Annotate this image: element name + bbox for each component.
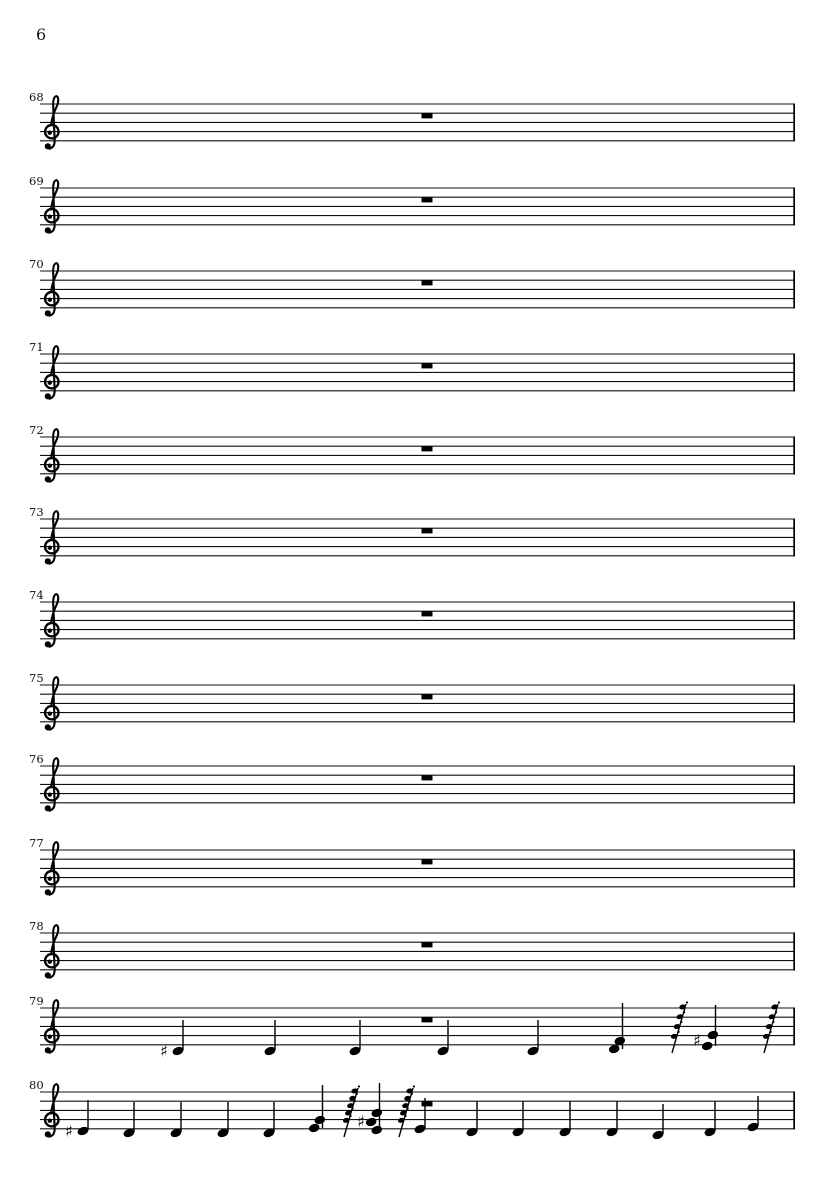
system-74: [29, 588, 795, 647]
end-barline: [793, 188, 795, 226]
quarter-note: [262, 1102, 275, 1139]
grace-dot: [778, 1001, 780, 1003]
whole-measure-rest: [422, 363, 433, 368]
notehead: [701, 1041, 714, 1052]
quarter-note: [263, 1020, 276, 1057]
grace-dot: [772, 1021, 774, 1023]
measure-number: 75: [29, 671, 44, 685]
end-barline: [793, 766, 795, 804]
system-69: [29, 174, 795, 233]
quarter-note: [122, 1102, 135, 1139]
system-71: [29, 340, 795, 399]
grace-dot: [409, 1100, 411, 1102]
page-number: 6: [36, 25, 47, 44]
quarter-note: [526, 1020, 539, 1057]
measure-number: 73: [29, 505, 44, 519]
notehead: [365, 1117, 378, 1128]
grace-dot: [404, 1115, 406, 1117]
whole-measure-rest: [422, 859, 433, 864]
system-70: [29, 257, 795, 316]
end-barline: [793, 104, 795, 142]
whole-measure-rest: [422, 611, 433, 616]
measure-number: 76: [29, 752, 44, 766]
quarter-note: [348, 1020, 361, 1057]
whole-measure-rest: [422, 528, 433, 533]
whole-measure-rest: [422, 1101, 433, 1106]
notehead: [370, 1108, 383, 1119]
whole-measure-rest: [422, 197, 433, 202]
measure-number: 69: [29, 174, 44, 188]
grace-dot: [769, 1031, 771, 1033]
sharp-accidental-icon: ♯: [65, 1121, 73, 1141]
measure-number: 72: [29, 423, 44, 437]
system-73: [29, 505, 795, 564]
notehead: [706, 1030, 719, 1041]
measure-number: 79: [29, 994, 44, 1008]
whole-measure-rest: [422, 446, 433, 451]
measure-number: 78: [29, 919, 44, 933]
whole-measure-rest: [422, 775, 433, 780]
end-barline: [793, 685, 795, 723]
cluster-chord: [693, 1005, 719, 1051]
whole-measure-rest: [422, 694, 433, 699]
measure-number: 80: [29, 1078, 44, 1092]
measure-number: 71: [29, 340, 44, 354]
whole-measure-rest: [422, 942, 433, 947]
quarter-note: [651, 1104, 664, 1141]
notehead: [308, 1123, 321, 1134]
system-78: [29, 919, 795, 978]
grace-dot: [407, 1107, 409, 1109]
system-79: [29, 994, 795, 1061]
end-barline: [793, 1008, 795, 1046]
end-barline: [793, 850, 795, 888]
quarter-note: [216, 1102, 229, 1139]
grace-dot: [411, 1093, 413, 1095]
end-barline: [793, 933, 795, 971]
cluster-chord: [357, 1083, 383, 1135]
grace-dot: [356, 1093, 358, 1095]
grace-dot: [677, 1031, 679, 1033]
grace-dot: [413, 1085, 415, 1087]
end-barline: [793, 437, 795, 475]
measure-number: 68: [29, 90, 44, 104]
whole-measure-rest: [422, 280, 433, 285]
measure-number: 74: [29, 588, 44, 602]
sharp-accidental-icon: ♯: [357, 1112, 365, 1132]
notehead: [313, 1115, 326, 1126]
whole-measure-rest: [422, 1017, 433, 1022]
end-barline: [793, 271, 795, 309]
end-barline: [793, 354, 795, 392]
sharp-accidental-icon: ♯: [160, 1041, 168, 1061]
system-68: [29, 90, 795, 149]
sharp-accidental-icon: ♯: [693, 1031, 701, 1050]
quarter-note: [65, 1100, 90, 1141]
end-barline: [793, 519, 795, 557]
grace-dot: [686, 1001, 688, 1003]
grace-dot: [683, 1011, 685, 1013]
quarter-note: [169, 1102, 182, 1139]
end-barline: [793, 602, 795, 640]
grace-dot: [358, 1085, 360, 1087]
grace-dot: [354, 1100, 356, 1102]
system-76: [29, 752, 795, 811]
grace-dot: [680, 1021, 682, 1023]
grace-dot: [775, 1011, 777, 1013]
measure-number: 77: [29, 836, 44, 850]
system-80: [29, 1078, 795, 1141]
notehead: [370, 1125, 383, 1136]
system-72: [29, 423, 795, 482]
grace-dot: [349, 1115, 351, 1117]
whole-measure-rest: [422, 113, 433, 118]
system-75: [29, 671, 795, 730]
quarter-note: [436, 1020, 449, 1057]
cluster-chord: [608, 1003, 626, 1054]
grace-dot: [352, 1107, 354, 1109]
measure-number: 70: [29, 257, 44, 271]
system-77: [29, 836, 795, 895]
end-barline: [793, 1092, 795, 1130]
